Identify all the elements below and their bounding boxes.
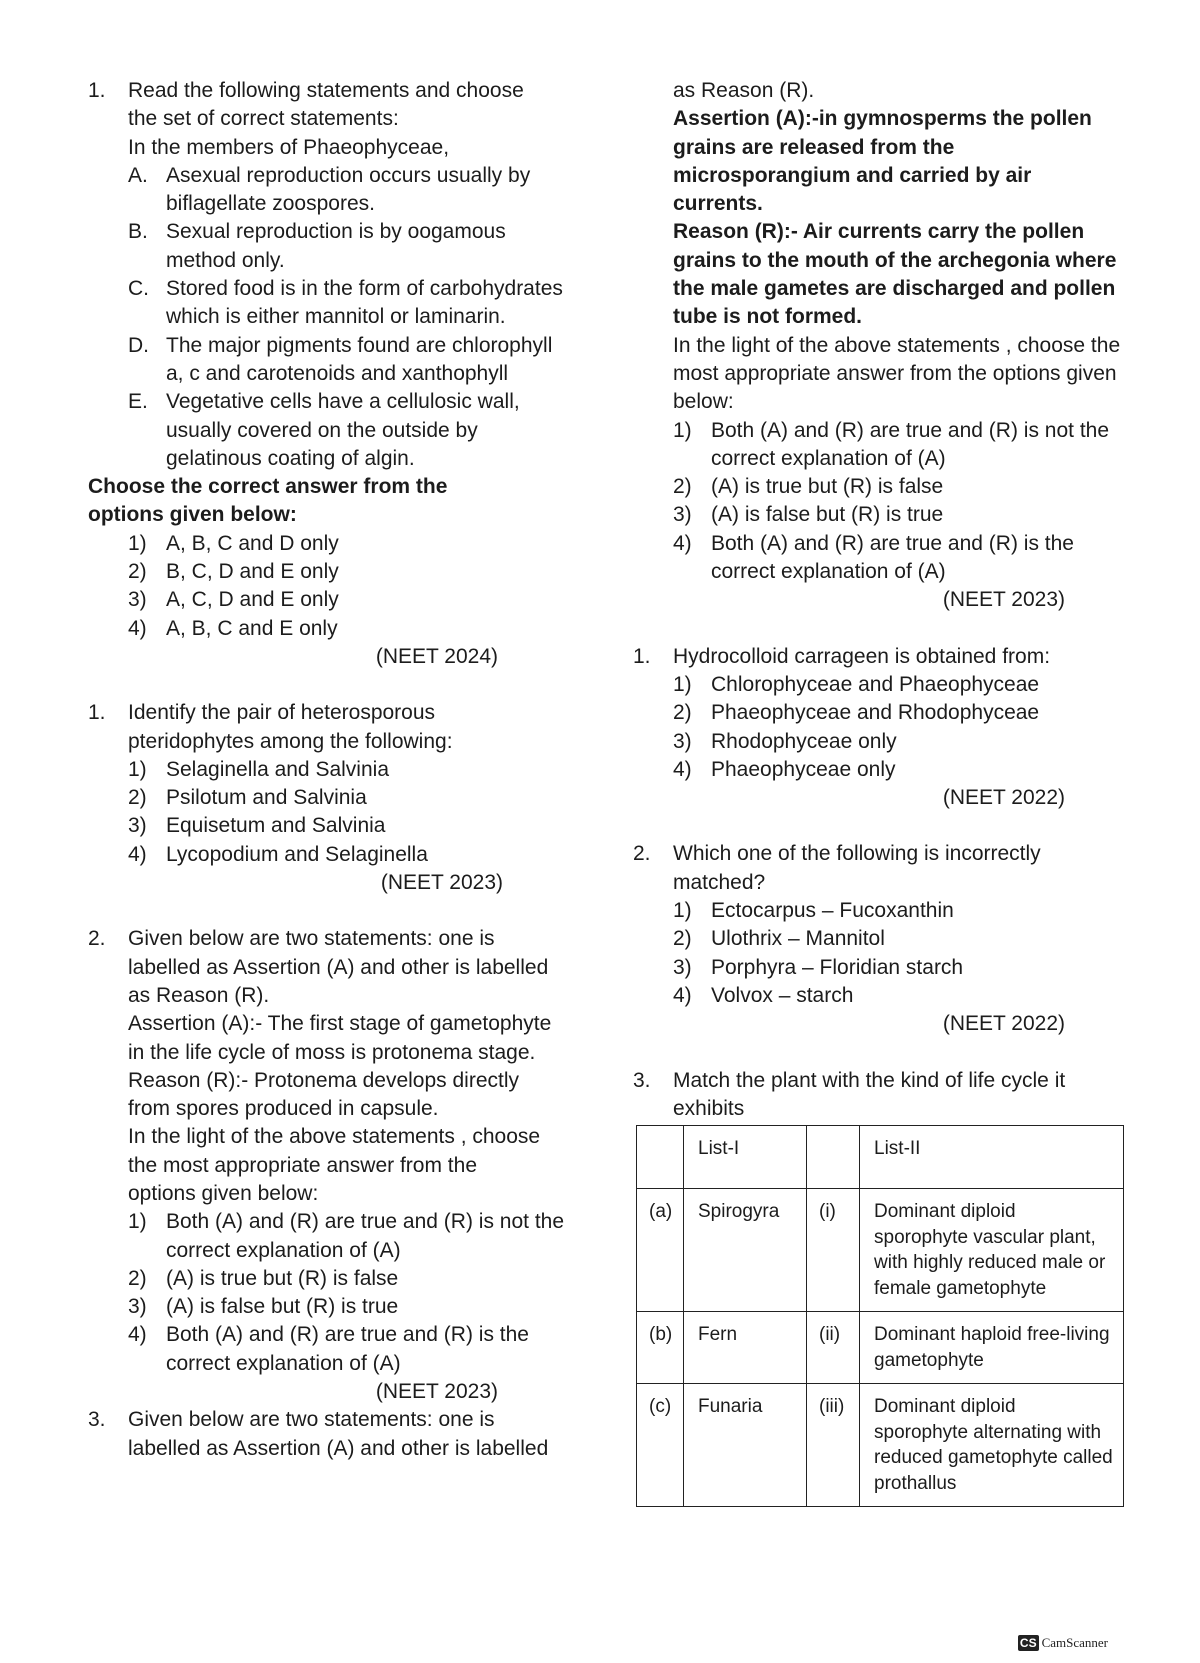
option-text: Rhodophyceae only: [711, 729, 897, 753]
question-line: the set of correct statements:: [128, 107, 399, 131]
option-item: [128, 1321, 568, 1378]
option-item: [128, 1293, 568, 1321]
camscanner-label: CamScanner: [1041, 1635, 1108, 1650]
option-item: [128, 1265, 568, 1293]
statement-text: The major pigments found are chlorophyll a, c and carotenoids and xanthophyll: [166, 333, 553, 385]
table-row: [637, 1189, 1124, 1312]
table-row: [637, 1312, 1124, 1384]
table-cell: Dominant diploid sporophyte alternating with reduced gametophyte called prothallus: [860, 1384, 1124, 1507]
option-marker: 3): [128, 814, 147, 838]
option-list: [673, 671, 1133, 784]
option-item: [673, 728, 1133, 756]
statement-item: [128, 275, 568, 332]
table-header-cell: [807, 1126, 860, 1189]
option-marker: 2): [673, 927, 692, 951]
option-item: [673, 473, 1133, 501]
exam-source: (NEET 2024): [375, 644, 498, 668]
table-cell: (ii): [807, 1312, 860, 1384]
option-item: [673, 671, 1133, 699]
statement-text: Sexual reproduction is by oogamous method only.: [166, 220, 506, 272]
option-text: Both (A) and (R) are true and (R) is not the correct explanation of (A): [166, 1210, 565, 1262]
statement-text: Vegetative cells have a cellulosic wall, usually covered on the outside by gelatinous coating of algin.: [166, 390, 520, 470]
table-header-cell: [637, 1126, 684, 1189]
statement-item: [128, 162, 568, 219]
option-marker: 1): [128, 531, 147, 555]
option-marker: 1): [128, 1210, 147, 1234]
statement-item: [128, 388, 568, 473]
option-text: Chlorophyceae and Phaeophyceae: [711, 672, 1040, 696]
exam-source: (NEET 2023): [375, 1380, 498, 1404]
question-text: Given below are two statements: one is labelled as Assertion (A) and other is labelled: [128, 1408, 549, 1460]
question-line: Read the following statements and choose: [128, 79, 524, 102]
option-item: [673, 897, 1133, 925]
statement-list: [128, 162, 568, 473]
statement-item: [128, 218, 568, 275]
assertion-text: Assertion (A):- The first stage of gametophyte in the life cycle of moss is protonema stage.: [128, 1012, 552, 1064]
option-marker: 1): [673, 672, 692, 696]
option-item: [673, 530, 1133, 587]
question-text: Match the plant with the kind of life cycle it exhibits: [673, 1068, 1066, 1120]
option-text: Both (A) and (R) are true and (R) is the correct explanation of (A): [711, 531, 1074, 584]
option-text: A, C, D and E only: [166, 588, 339, 612]
option-marker: 1): [673, 418, 692, 442]
question-incorrect-match: [633, 840, 1133, 1010]
option-marker: 2): [128, 786, 147, 810]
question-number: 2.: [633, 842, 651, 866]
question-number: 1.: [88, 79, 106, 102]
question-heterosporous: [88, 699, 568, 869]
option-list: [673, 417, 1133, 587]
assertion-text: Assertion (A):-in gymnosperms the pollen grains are released from the microsporangium and carried by air currents.: [673, 107, 1092, 216]
instruction-text: In the light of the above statements , choose the most appropriate answer from the options given below:: [673, 333, 1121, 414]
reason-text: Reason (R):- Protonema develops directly from spores produced in capsule.: [128, 1068, 520, 1121]
option-marker: 4): [673, 983, 692, 1007]
question-number: 1.: [633, 644, 651, 668]
option-item: [673, 756, 1133, 784]
option-marker: 4): [673, 757, 692, 781]
question-phaeophyceae: [88, 77, 568, 473]
table-cell: Funaria: [684, 1384, 807, 1507]
option-marker: 3): [128, 1295, 147, 1319]
option-item: [673, 954, 1133, 982]
statement-marker: D.: [128, 333, 149, 357]
question-text: Identify the pair of heterosporous pteridophytes among the following:: [128, 701, 453, 753]
table-row: [637, 1384, 1124, 1507]
right-column: [633, 77, 1133, 1507]
option-marker: 3): [673, 729, 692, 753]
option-marker: 2): [128, 560, 147, 584]
option-marker: 3): [673, 955, 692, 979]
match-table: [636, 1125, 1124, 1507]
option-marker: 4): [128, 1323, 147, 1347]
camscanner-icon: CS: [1019, 1636, 1037, 1650]
question-number: 3.: [633, 1068, 651, 1092]
question-moss-assertion: [88, 925, 568, 1378]
exam-source: (NEET 2023): [942, 588, 1065, 612]
option-item: [673, 925, 1133, 953]
option-marker: 2): [128, 1266, 147, 1290]
statement-marker: B.: [128, 220, 148, 244]
option-text: Both (A) and (R) are true and (R) is not the correct explanation of (A): [711, 418, 1110, 470]
exam-source: (NEET 2022): [942, 1012, 1065, 1036]
option-list: [128, 756, 568, 869]
question-number: 2.: [88, 927, 106, 951]
statement-item: [128, 332, 568, 389]
option-text: (A) is false but (R) is true: [711, 503, 944, 527]
option-text: Selaginella and Salvinia: [166, 757, 389, 781]
option-text: Phaeophyceae only: [711, 757, 896, 781]
table-cell: (c): [637, 1384, 684, 1507]
option-item: [673, 417, 1133, 474]
table-cell: (b): [637, 1312, 684, 1384]
table-header-row: [637, 1126, 1124, 1189]
option-text: Both (A) and (R) are true and (R) is the correct explanation of (A): [166, 1323, 529, 1375]
left-column: [88, 77, 568, 1463]
option-item: [128, 784, 568, 812]
option-item: [673, 699, 1133, 727]
table-cell: Fern: [684, 1312, 807, 1384]
table-header-cell: List-I: [684, 1126, 807, 1189]
question-text: Hydrocolloid carrageen is obtained from:: [673, 644, 1051, 668]
table-cell: Spirogyra: [684, 1189, 807, 1312]
option-text: Psilotum and Salvinia: [166, 786, 367, 810]
question-text: Given below are two statements: one is labelled as Assertion (A) and other is labelled as Reason (R).: [128, 927, 549, 1007]
option-text: Ectocarpus – Fucoxanthin: [711, 899, 954, 923]
choose-instruction: Choose the correct answer from the options given below:: [88, 475, 448, 527]
statement-text: Asexual reproduction occurs usually by biflagellate zoospores.: [166, 163, 531, 216]
exam-source: (NEET 2023): [380, 871, 503, 895]
table-cell: (a): [637, 1189, 684, 1312]
table-cell: (i): [807, 1189, 860, 1312]
option-text: Equisetum and Salvinia: [166, 814, 386, 838]
option-text: Porphyra – Floridian starch: [711, 955, 964, 979]
option-item: [128, 812, 568, 840]
option-item: [673, 501, 1133, 529]
reason-text: Reason (R):- Air currents carry the pollen grains to the mouth of the archegonia where the male gametes are discharged and pollen tube is not formed.: [673, 220, 1117, 329]
question-line: In the members of Phaeophyceae,: [128, 135, 450, 159]
option-marker: 4): [128, 842, 147, 866]
option-item: [128, 1208, 568, 1265]
option-marker: 3): [128, 588, 147, 612]
question-gymnosperm-assertion-cont: [633, 77, 1133, 586]
camscanner-watermark: [1018, 1635, 1108, 1651]
option-item: [128, 530, 568, 558]
exam-source: (NEET 2022): [942, 786, 1065, 810]
option-item: [128, 756, 568, 784]
option-marker: 2): [673, 701, 692, 725]
table-cell: (iii): [807, 1384, 860, 1507]
option-item: [128, 841, 568, 869]
table-cell: Dominant diploid sporophyte vascular plant, with highly reduced male or female gametophyte: [860, 1189, 1124, 1312]
option-item: [128, 558, 568, 586]
instruction-text: In the light of the above statements , choose the most appropriate answer from the options given below:: [128, 1125, 541, 1205]
statement-marker: E.: [128, 390, 148, 414]
option-list: [673, 897, 1133, 1010]
option-text: Ulothrix – Mannitol: [711, 927, 885, 951]
option-marker: 1): [128, 757, 147, 781]
option-list: [128, 1208, 568, 1378]
option-item: [673, 982, 1133, 1010]
option-item: [128, 586, 568, 614]
option-marker: 4): [128, 616, 147, 640]
option-list: [88, 530, 568, 643]
table-header-cell: List-II: [860, 1126, 1124, 1189]
option-marker: 4): [673, 531, 692, 555]
option-text: (A) is true but (R) is false: [166, 1266, 399, 1290]
option-text: Volvox – starch: [711, 983, 854, 1007]
question-gymnosperm-assertion: [88, 1406, 568, 1463]
option-marker: 2): [673, 475, 692, 499]
option-text: (A) is false but (R) is true: [166, 1295, 399, 1319]
option-text: (A) is true but (R) is false: [711, 475, 944, 499]
option-item: [128, 615, 568, 643]
table-cell: Dominant haploid free-living gametophyte: [860, 1312, 1124, 1384]
statement-marker: A.: [128, 163, 148, 187]
option-text: B, C, D and E only: [166, 560, 339, 584]
question-lead: as Reason (R).: [673, 79, 815, 102]
option-marker: 3): [673, 503, 692, 527]
option-text: A, B, C and E only: [166, 616, 338, 640]
question-number: 1.: [88, 701, 106, 725]
option-text: A, B, C and D only: [166, 531, 339, 555]
option-marker: 1): [673, 899, 692, 923]
question-carrageen: [633, 643, 1133, 784]
statement-marker: C.: [128, 277, 149, 301]
question-text: Which one of the following is incorrectly matched?: [673, 842, 1041, 894]
statement-text: Stored food is in the form of carbohydrates which is either mannitol or laminarin.: [166, 277, 563, 329]
option-text: Phaeophyceae and Rhodophyceae: [711, 701, 1040, 725]
option-text: Lycopodium and Selaginella: [166, 842, 428, 866]
question-number: 3.: [88, 1408, 106, 1432]
question-life-cycle-match: [633, 1067, 1133, 1508]
